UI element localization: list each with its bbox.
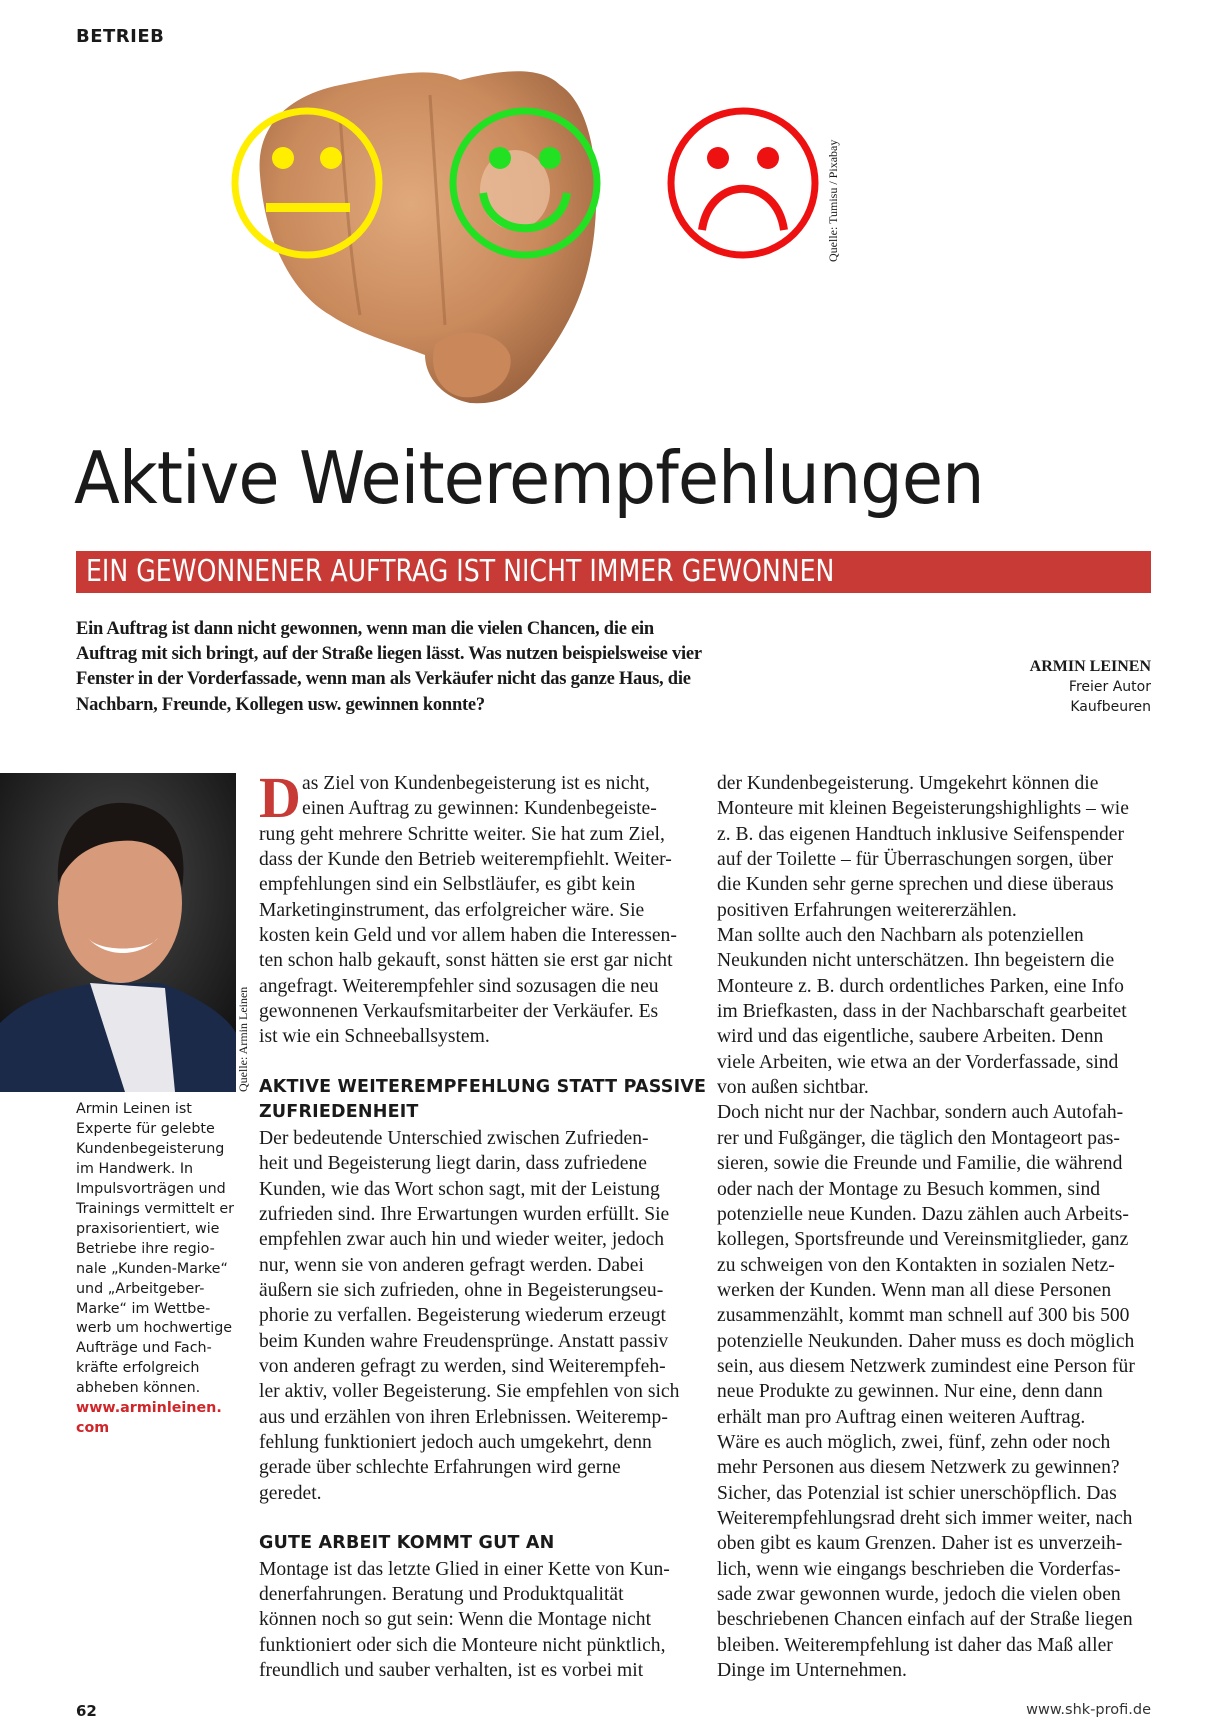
subtitle-banner bbox=[76, 551, 1151, 593]
body-text-line: kollegen, Sportsfreunde und Vereinsmitglieder, ganz bbox=[717, 1229, 1129, 1251]
body-text-line: mehr Personen aus diesem Netzwerk zu gewinnen? bbox=[717, 1457, 1120, 1479]
page-number: 62 bbox=[76, 1702, 97, 1720]
sad-face-icon bbox=[671, 111, 815, 255]
body-text-line: Neukunden nicht unterschätzen. Ihn begeistern die bbox=[717, 950, 1115, 972]
caption-line: Armin Leinen ist bbox=[76, 1101, 192, 1117]
body-text-line: im Briefkasten, dass in der Nachbarschaft gearbeitet bbox=[717, 1001, 1127, 1023]
body-text-line: können noch so gut sein: Wenn die Montage nicht bbox=[259, 1609, 652, 1631]
body-text-line: wird und das eigentliche, saubere Arbeiten. Denn bbox=[717, 1026, 1104, 1048]
caption-line: Kundenbegeisterung bbox=[76, 1140, 225, 1157]
article-abstract bbox=[76, 617, 796, 718]
caption-line: Aufträge und Fach- bbox=[76, 1340, 212, 1357]
body-text-line: werken der Kunden. Wenn man all diese Personen bbox=[717, 1279, 1112, 1301]
body-text-line: Man sollte auch den Nachbarn als potenziellen bbox=[717, 925, 1084, 947]
body-text-line: Kunden, wie das Wort schon sagt, mit der Leistung bbox=[259, 1178, 660, 1200]
body-text-line: geredet. bbox=[259, 1482, 322, 1504]
author-website-link[interactable]: www.arminleinen. bbox=[76, 1400, 222, 1417]
body-text-line: Monteure mit kleinen Begeisterungshighlights – wie bbox=[717, 798, 1129, 820]
body-text-line: zusammenzählt, kommt man schnell auf 300 bis 500 bbox=[717, 1305, 1130, 1327]
body-text-line: empfehlungen sind ein Selbstläufer, es gibt kein bbox=[259, 874, 636, 896]
abstract-line: Auftrag mit sich bringt, auf der Straße liegen lässt. Was nutzen beispielsweise vier bbox=[76, 644, 702, 665]
body-text-line: der Kundenbegeisterung. Umgekehrt können die bbox=[717, 773, 1099, 794]
caption-line: und „Arbeitgeber- bbox=[76, 1280, 205, 1297]
body-text-line bbox=[259, 1050, 699, 1075]
body-text-line: dass der Kunde den Betrieb weiterempfiehlt. Weiter- bbox=[259, 849, 672, 871]
body-text-line: auf der Toilette – für Überraschungen sorgen, über bbox=[717, 849, 1114, 871]
footer-website: www.shk-profi.de bbox=[1026, 1702, 1151, 1718]
body-text-line: gewonnenen Verkaufsmitarbeiter der Verkäufer. Es bbox=[259, 1001, 659, 1023]
body-text-line: von anderen gefragt zu werden, sind Weiterempfeh- bbox=[259, 1355, 666, 1377]
body-text-line: viele Arbeiten, wie etwa an der Vorderfassade, sind bbox=[717, 1051, 1119, 1073]
body-text-line: äußern sie sich zufrieden, ohne in Begeisterungseu- bbox=[259, 1279, 664, 1301]
pointing-hand-icon bbox=[260, 71, 597, 403]
body-text-line: oben gibt es kaum Grenzen. Daher ist es unverzeih- bbox=[717, 1533, 1123, 1555]
image-credit: Quelle: Tumisu / Pixabay bbox=[826, 139, 840, 262]
caption-line: Betriebe ihre regio- bbox=[76, 1240, 215, 1257]
body-text-line: erhält man pro Auftrag einen weiteren Auftrag. bbox=[717, 1406, 1086, 1428]
abstract-line: Ein Auftrag ist dann nicht gewonnen, wenn man die vielen Chancen, die ein bbox=[76, 619, 654, 639]
author-block bbox=[1030, 656, 1151, 717]
body-text-line: bleiben. Weiterempfehlung ist daher das Maß aller bbox=[717, 1634, 1113, 1656]
body-text-line: Montage ist das letzte Glied in einer Kette von Kun- bbox=[259, 1558, 670, 1580]
article-column-1 bbox=[259, 765, 707, 1683]
abstract-line: Nachbarn, Freunde, Kollegen usw. gewinnen konnte? bbox=[76, 694, 485, 715]
body-text-line: lich, wenn wie eingangs beschrieben die Vorderfas- bbox=[717, 1558, 1121, 1580]
body-text-line: rer und Fußgänger, die täglich den Montageort pas- bbox=[717, 1127, 1120, 1149]
section-heading: AKTIVE WEITEREMPFEHLUNG STATT PASSIVE bbox=[259, 1077, 707, 1098]
author-website-link[interactable]: com bbox=[76, 1420, 110, 1437]
caption-line: Marke“ im Wettbe- bbox=[76, 1300, 211, 1317]
section-heading: ZUFRIEDENHEIT bbox=[259, 1102, 419, 1123]
body-text-line: sein, aus diesem Netzwerk zumindest eine Person für bbox=[717, 1355, 1135, 1377]
caption-line: Experte für gelebte bbox=[76, 1120, 215, 1137]
subtitle: EIN GEWONNENER AUFTRAG IST NICHT IMMER GEWONNEN bbox=[86, 554, 835, 589]
body-text-line: oder nach der Montage zu Besuch kommen, sind bbox=[717, 1178, 1101, 1200]
body-text-line: gerade über schlechte Erfahrungen wird gerne bbox=[259, 1457, 621, 1479]
body-text-line: potenzielle neue Kunden. Dazu zählen auch Arbeits- bbox=[717, 1203, 1129, 1225]
body-text-line: as Ziel von Kundenbegeisterung ist es nicht, bbox=[302, 773, 650, 794]
drop-cap: D bbox=[259, 765, 301, 830]
body-text-line: von außen sichtbar. bbox=[717, 1077, 869, 1099]
body-text-line: aus und erzählen von ihren Erlebnissen. Weiteremp- bbox=[259, 1406, 668, 1428]
body-text-line: freundlich und sauber verhalten, ist es vorbei mit bbox=[259, 1660, 644, 1682]
author-photo bbox=[0, 773, 236, 1092]
body-text-line: zufrieden sind. Ihre Erwartungen wurden erfüllt. Sie bbox=[259, 1203, 670, 1225]
body-text-line: einen Auftrag zu gewinnen: Kundenbegeiste- bbox=[302, 798, 657, 820]
body-text-line: sieren, sowie die Freunde und Familie, die während bbox=[717, 1153, 1123, 1175]
body-text-line: angefragt. Weiterempfehler sind sozusagen die neu bbox=[259, 975, 659, 997]
body-text-line: funktioniert oder sich die Monteure nicht pünktlich, bbox=[259, 1634, 666, 1656]
article-column-2 bbox=[717, 771, 1157, 1683]
caption-line: praxisorientiert, wie bbox=[76, 1220, 220, 1237]
body-text-line: sade zwar gewonnen wurde, jedoch die vielen oben bbox=[717, 1584, 1121, 1605]
caption-line: Impulsvorträgen und bbox=[76, 1180, 226, 1197]
body-text-line: Der bedeutende Unterschied zwischen Zufrieden- bbox=[259, 1127, 649, 1149]
body-text-line: heit und Begeisterung liegt darin, dass zufriedene bbox=[259, 1153, 647, 1175]
caption-line: werb um hochwertige bbox=[76, 1320, 233, 1337]
body-text-line: Weiterempfehlungsrad dreht sich immer weiter, nach bbox=[717, 1507, 1133, 1529]
body-text-line: Marketinginstrument, das erfolgreicher wäre. Sie bbox=[259, 899, 645, 921]
body-text-line: die Kunden sehr gerne sprechen und diese überaus bbox=[717, 874, 1114, 896]
body-text-line: Dinge im Unternehmen. bbox=[717, 1660, 907, 1682]
body-text-line: neue Produkte zu gewinnen. Nur eine, denn dann bbox=[717, 1381, 1103, 1403]
body-text-line: Wäre es auch möglich, zwei, fünf, zehn oder noch bbox=[717, 1431, 1111, 1453]
author-name: ARMIN LEINEN bbox=[1029, 658, 1151, 675]
page-title: Aktive Weiterempfehlungen bbox=[74, 436, 984, 520]
body-text-line: ler aktiv, voller Begeisterung. Sie empfehlen von sich bbox=[259, 1381, 680, 1403]
body-text-line: kosten kein Geld und vor allem haben die Interessen- bbox=[259, 925, 677, 947]
caption-line: nale „Kunden-Marke“ bbox=[76, 1260, 228, 1277]
body-text-line: beim Kunden wahre Freudensprünge. Anstatt passiv bbox=[259, 1330, 669, 1352]
author-role: Freier Autor bbox=[1068, 679, 1151, 695]
body-text-line: empfehlen zwar auch hin und wieder weiter, jedoch bbox=[259, 1229, 665, 1251]
body-text-line: Doch nicht nur der Nachbar, sondern auch Autofah- bbox=[717, 1102, 1124, 1124]
caption-line: im Handwerk. In bbox=[76, 1160, 194, 1177]
body-text-line: denerfahrungen. Beratung und Produktqualität bbox=[259, 1584, 624, 1605]
hero-image bbox=[200, 25, 860, 425]
abstract-line: Fenster in der Vorderfassade, wenn man als Verkäufer nicht das ganze Haus, die bbox=[76, 669, 691, 690]
caption-line: Trainings vermittelt er bbox=[76, 1200, 234, 1217]
section-label: BETRIEB bbox=[76, 26, 165, 47]
body-text-line: zu schweigen von den Kontakten in sozialen Netz- bbox=[717, 1254, 1115, 1276]
section-heading: GUTE ARBEIT KOMMT GUT AN bbox=[259, 1533, 555, 1554]
body-text-line bbox=[259, 1506, 699, 1531]
body-text-line: fehlung funktioniert jedoch auch umgekehrt, denn bbox=[259, 1431, 652, 1453]
body-text-line: potenzielle Neukunden. Daher muss es doch möglich bbox=[717, 1330, 1135, 1352]
caption-line: kräfte erfolgreich bbox=[76, 1360, 200, 1377]
body-text-line: positiven Erfahrungen weitererzählen. bbox=[717, 899, 1017, 921]
body-text-line: z. B. das eigenen Handtuch inklusive Seifenspender bbox=[717, 823, 1125, 845]
author-place: Kaufbeuren bbox=[1070, 699, 1151, 715]
caption-line: abheben können. bbox=[76, 1380, 201, 1397]
body-text-line: phorie zu verfallen. Begeisterung wiederum erzeugt bbox=[259, 1305, 666, 1327]
body-text-line: Monteure z. B. durch ordentliches Parken, eine Info bbox=[717, 975, 1124, 997]
author-bio-caption bbox=[76, 1100, 246, 1439]
body-text-line: Sicher, das Potenzial ist schier unerschöpflich. Das bbox=[717, 1482, 1117, 1504]
body-text-line: beschriebenen Chancen einfach auf der Straße liegen bbox=[717, 1609, 1133, 1631]
body-text-line: ist wie ein Schneeballsystem. bbox=[259, 1026, 490, 1048]
photo-credit: Quelle: Armin Leinen bbox=[236, 986, 250, 1092]
body-text-line: rung geht mehrere Schritte weiter. Sie hat zum Ziel, bbox=[259, 823, 665, 845]
body-text-line: nur, wenn sie von anderen gefragt werden. Dabei bbox=[259, 1254, 644, 1276]
body-text-line: ten schon halb gekauft, sonst hätten sie erst gar nicht bbox=[259, 950, 673, 972]
